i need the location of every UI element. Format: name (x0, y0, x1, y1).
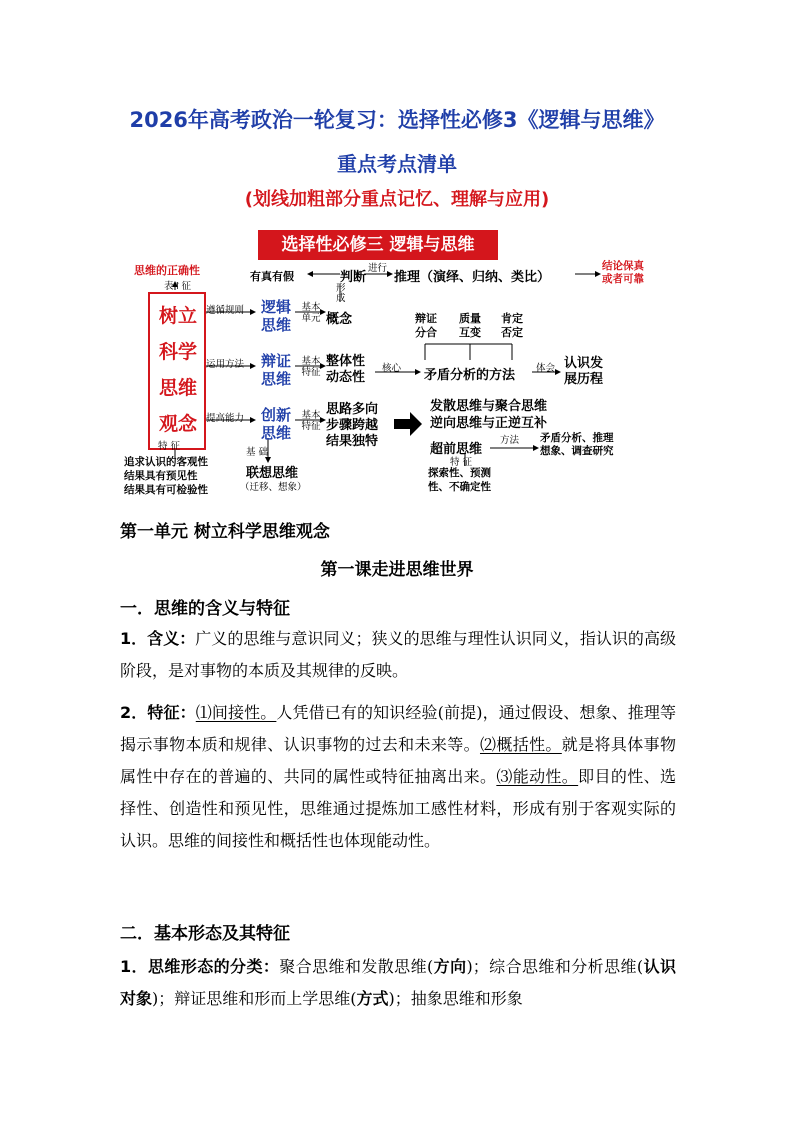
feature-sub: 特 征 (450, 457, 473, 468)
feature-active-text: 即目的性、选择性、创造性和预见性，思维通过提炼加工感性材料，形成有别于客观实际的认识。思维的间接性和概括性也体现能动性。 (120, 767, 676, 850)
concept-diagram (120, 226, 644, 498)
basic-feature-line: 特征 (301, 421, 321, 432)
forms-text: )；抽象思维和形象 (388, 989, 523, 1008)
explore-line: 探索性、预测 (428, 467, 491, 479)
document-title-line2: 重点考点清单 (337, 152, 457, 176)
law-line: 质量 (459, 312, 481, 325)
diagram-top-left-sub: 表↑征 (164, 281, 191, 292)
ability-label: 提高能力 (206, 413, 245, 424)
contradiction-method: 矛盾分析的方法 (424, 368, 516, 383)
bottom-left-2: 结果具有预见性 (124, 470, 198, 482)
progress-label: 进行 (368, 263, 388, 274)
basic-unit-line: 基本 (301, 302, 321, 313)
document-subtitle: (划线加粗部分重点记忆、理解与应用) (244, 189, 550, 210)
concept: 概念 (326, 312, 353, 327)
know-line: 展历程 (564, 372, 604, 387)
whole-line: 动态性 (326, 370, 366, 385)
main-box-line: 科学 (158, 341, 197, 363)
forms-label: 1．思维形态的分类： (120, 957, 280, 976)
basic-unit-line: 单元 (301, 313, 321, 324)
experience-label: 体会 (536, 363, 556, 374)
innov-line: 思维 (260, 424, 291, 442)
conclusion-line: 或者可靠 (602, 273, 644, 285)
conclusion-line: 结论保真 (602, 260, 644, 272)
associative-sub: （迁移、想象） (240, 482, 307, 493)
main-box-line: 观念 (158, 413, 197, 435)
method-line: 矛盾分析、推理 (540, 432, 614, 444)
law-line: 肯定 (501, 312, 523, 325)
feature-active: ⑶能动性。 (496, 767, 579, 786)
conclusion (602, 260, 644, 286)
forms-text: )；辩证思维和形而上学思维( (152, 989, 357, 1008)
core-label: 核心 (382, 363, 402, 374)
logic-line: 逻辑 (260, 298, 291, 316)
law-line: 互变 (459, 326, 481, 339)
divergent-pairs (430, 398, 547, 432)
feature-indirect-text: 人凭借已有的知识经验(前提)，通过假设、想象、推理等揭示事物本质和规律、认识事物的过去和未来等。 (120, 703, 676, 754)
law-line: 否定 (501, 326, 523, 339)
feature-indirect: ⑴间接性。 (195, 703, 277, 722)
basis-sub: 基 础 (246, 447, 269, 458)
logic-thinking (256, 298, 296, 334)
bottom-left-3: 结果具有可检验性 (124, 484, 208, 496)
unit-heading: 第一单元 树立科学思维观念 (120, 522, 330, 542)
features-label: 2．特征： (120, 703, 196, 722)
lesson-heading: 第一课走进思维世界 (320, 560, 474, 580)
innov-features (326, 402, 378, 450)
law-quality (456, 312, 484, 340)
basic-unit (300, 302, 322, 324)
dialectic-thinking (256, 352, 296, 388)
method-list (540, 432, 614, 458)
know-line: 认识发 (564, 356, 604, 371)
dialectic-line: 思维 (260, 370, 291, 388)
law-negation (498, 312, 526, 340)
bottom-left-1: 追求认识的客观性 (124, 456, 208, 468)
section1-heading: 一．思维的含义与特征 (120, 599, 290, 619)
dialectic-line: 辩证 (260, 352, 291, 370)
explore-line: 性、不确定性 (428, 481, 491, 493)
div-line: 逆向思维与正逆互补 (430, 416, 548, 431)
section2-heading: 二．基本形态及其特征 (120, 924, 290, 944)
truth: 有真有假 (250, 270, 294, 283)
form-label: 形成 (336, 283, 346, 304)
method-label: 运用方法 (206, 359, 245, 370)
bottom-left-feature: 特 征 (158, 441, 181, 452)
law-line: 辩证 (415, 312, 437, 325)
diagram-banner: 选择性必修三 逻辑与思维 (258, 230, 498, 260)
forms-keyword: 方式 (356, 989, 389, 1008)
knowledge-process (564, 356, 603, 388)
whole-dynamic (326, 354, 365, 386)
advanced-thinking: 超前思维 (430, 442, 483, 457)
law-line: 分合 (415, 326, 437, 339)
method-line: 想象、调查研究 (540, 445, 614, 457)
meaning-text: 广义的思维与意识同义；狭义的思维与理性认识同义，指认识的高级阶段，是对事物的本质及其规律的反映。 (120, 629, 676, 680)
judgement: 判断 (340, 270, 367, 285)
path-line: 结果独特 (326, 434, 379, 449)
forms-text: )；综合思维和分析思维( (466, 957, 644, 976)
innov-line: 创新 (260, 406, 291, 424)
paragraph-forms (120, 951, 676, 1015)
diagram-top-left: 思维的正确性 (134, 264, 200, 277)
div-line: 发散思维与聚合思维 (430, 399, 548, 414)
forms-keyword: 认识对象 (120, 957, 676, 1008)
main-concept-text (156, 298, 200, 442)
reasoning: 推理（演绎、归纳、类比） (394, 270, 551, 285)
feature-general: ⑵概括性。 (479, 735, 562, 754)
big-arrow-icon (394, 412, 422, 436)
forms-keyword: 方向 (433, 957, 467, 976)
logic-line: 思维 (260, 316, 291, 334)
path-line: 步骤跨越 (326, 418, 379, 433)
basic-feature (300, 356, 322, 378)
path-line: 思路多向 (326, 402, 379, 417)
law-dialectic (412, 312, 440, 340)
associative-thinking: 联想思维 (246, 466, 299, 481)
innovative-thinking (256, 406, 296, 442)
explore-list (428, 466, 491, 494)
document-title: 2026年高考政治一轮复习：选择性必修3《逻辑与思维》 (129, 108, 665, 132)
whole-line: 整体性 (326, 354, 366, 369)
feature-general-text: 就是将具体事物属性中存在的普遍的、共同的属性或特征抽离出来。 (120, 735, 676, 786)
main-box-line: 思维 (158, 377, 197, 399)
basic-feature-line: 特征 (301, 367, 321, 378)
method-sub: 方法 (500, 435, 520, 446)
paragraph-meaning (120, 623, 676, 687)
basic-feature-2 (300, 410, 322, 432)
basic-feature-line: 基本 (301, 410, 321, 421)
paragraph-features (120, 697, 676, 857)
meaning-label: 1．含义： (120, 629, 196, 648)
rule-label: 遵循规则 (206, 305, 245, 316)
forms-text: 聚合思维和发散思维( (279, 957, 434, 976)
main-box-line: 树立 (158, 305, 197, 327)
basic-feature-line: 基本 (301, 356, 321, 367)
